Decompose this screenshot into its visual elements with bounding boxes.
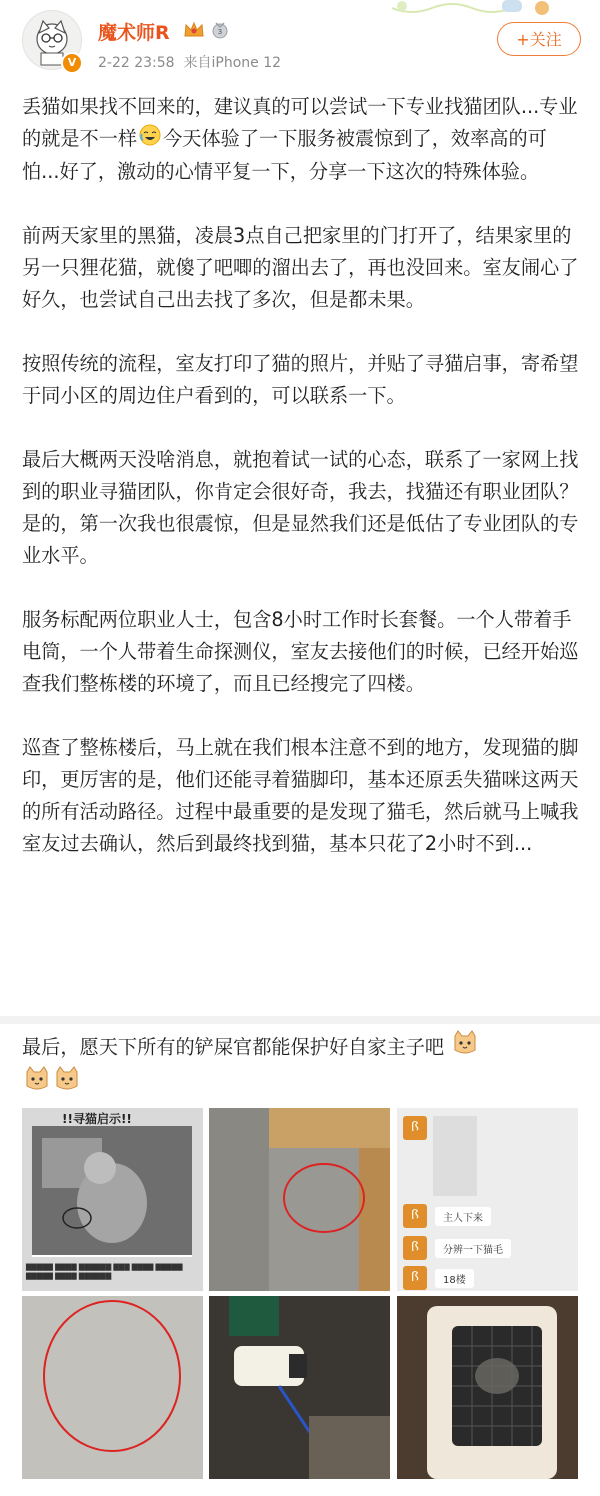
post-paragraph: 丢猫如果找不回来的，建议真的可以尝试一下专业找猫团队...专业的就是不一样 今天体验了一下服务被震惊到了，效率高的可怕...好了，激动的心情平复一下，分享一下这次的特殊体验。 — [22, 95, 578, 183]
post-body — [22, 91, 582, 860]
chat-row: ꟗ 分辨一下猫毛 — [403, 1236, 511, 1260]
poster-text-lines: ▇▇▇▇▇ ▇▇▇▇ ▇▇▇▇▇▇ ▇▇▇ ▇▇▇▇ ▇▇▇▇▇ ▇▇▇▇▇ ▇▇▇▇ ▇▇▇▇▇▇ — [26, 1263, 183, 1280]
chat-avatar-icon: ꟗ — [403, 1204, 427, 1228]
cat-face-emoji-icon — [452, 1030, 478, 1066]
crying-laugh-emoji-icon — [139, 124, 161, 156]
poster-title: !!寻猫启示!! — [62, 1112, 132, 1126]
detector-photo[interactable] — [209, 1296, 390, 1479]
poster-photo[interactable] — [22, 1108, 203, 1291]
chat-row: ꟗ 18楼 — [403, 1266, 474, 1290]
post-paragraph: 服务标配两位职业人士，包含8小时工作时长套餐。一个人带着手电筒，一个人带着生命探测仪，室友去接他们的时候，已经开始巡查我们整栋楼的环境了，而且已经搜完了四楼。 — [22, 607, 579, 695]
post-paragraph: 最后大概两天没啥消息，就抱着试一试的心态，联系了一家网上找到的职业寻猫团队，你肯定会很好奇，我去，找猫还有职业团队？是的，第一次我也很震惊，但是显然我们还是低估了专业团队的专业水平。 — [22, 447, 579, 567]
post-meta — [98, 52, 281, 72]
username[interactable]: 魔术师R — [98, 22, 170, 44]
decoration-icon — [392, 0, 592, 22]
post-header — [0, 0, 600, 86]
svg-text:3: 3 — [217, 28, 223, 36]
post-paragraph: 巡查了整栋楼后，马上就在我们根本注意不到的地方，发现猫的脚印，更厉害的是，他们还能寻着猫脚印，基本还原丢失猫咪这两天的所有活动路径。过程中最重要的是发现了猫毛，然后就马上喊我室友过去确认，然后到最终找到猫，基本只花了2小时不到... — [22, 735, 579, 855]
floor-pawprint-photo[interactable] — [22, 1296, 203, 1479]
chat-image — [433, 1116, 477, 1196]
post-paragraph: 前两天家里的黑猫，凌晨3点自己把家里的门打开了，结果家里的另一只狸花猫，就傻了吧唧的溜出去了，再也没回来。室友闹心了好久，也尝试自己出去找了多次，但是都未果。 — [22, 223, 579, 311]
verified-badge-icon: V — [61, 52, 83, 74]
cat-face-emoji-icon — [24, 1066, 50, 1102]
chat-avatar-icon: ꟗ — [403, 1266, 427, 1290]
crown-icon — [183, 20, 205, 44]
chat-avatar-icon: ꟗ — [403, 1236, 427, 1260]
post-source: 来自iPhone 12 — [183, 55, 282, 71]
follow-button[interactable]: +关注 — [497, 22, 581, 56]
stairs-photo[interactable] — [209, 1108, 390, 1291]
chat-avatar-icon: ꟗ — [403, 1116, 427, 1140]
post-timestamp: 2-22 23:58 — [98, 55, 175, 71]
chat-screenshot[interactable] — [397, 1108, 578, 1291]
medal-icon — [210, 20, 230, 44]
post-closing: 最后，愿天下所有的铲屎官都能保护好自家主子吧 — [22, 1030, 582, 1102]
chat-row: ꟗ 主人下来 — [403, 1204, 491, 1228]
chat-row — [403, 1116, 427, 1140]
divider — [0, 1016, 600, 1024]
post-paragraph: 按照传统的流程，室友打印了猫的照片，并贴了寻猫启事，寄希望于同小区的周边住户看到的，可以联系一下。 — [22, 351, 579, 407]
cat-carrier-photo[interactable] — [397, 1296, 578, 1479]
cat-face-emoji-icon — [54, 1066, 80, 1102]
